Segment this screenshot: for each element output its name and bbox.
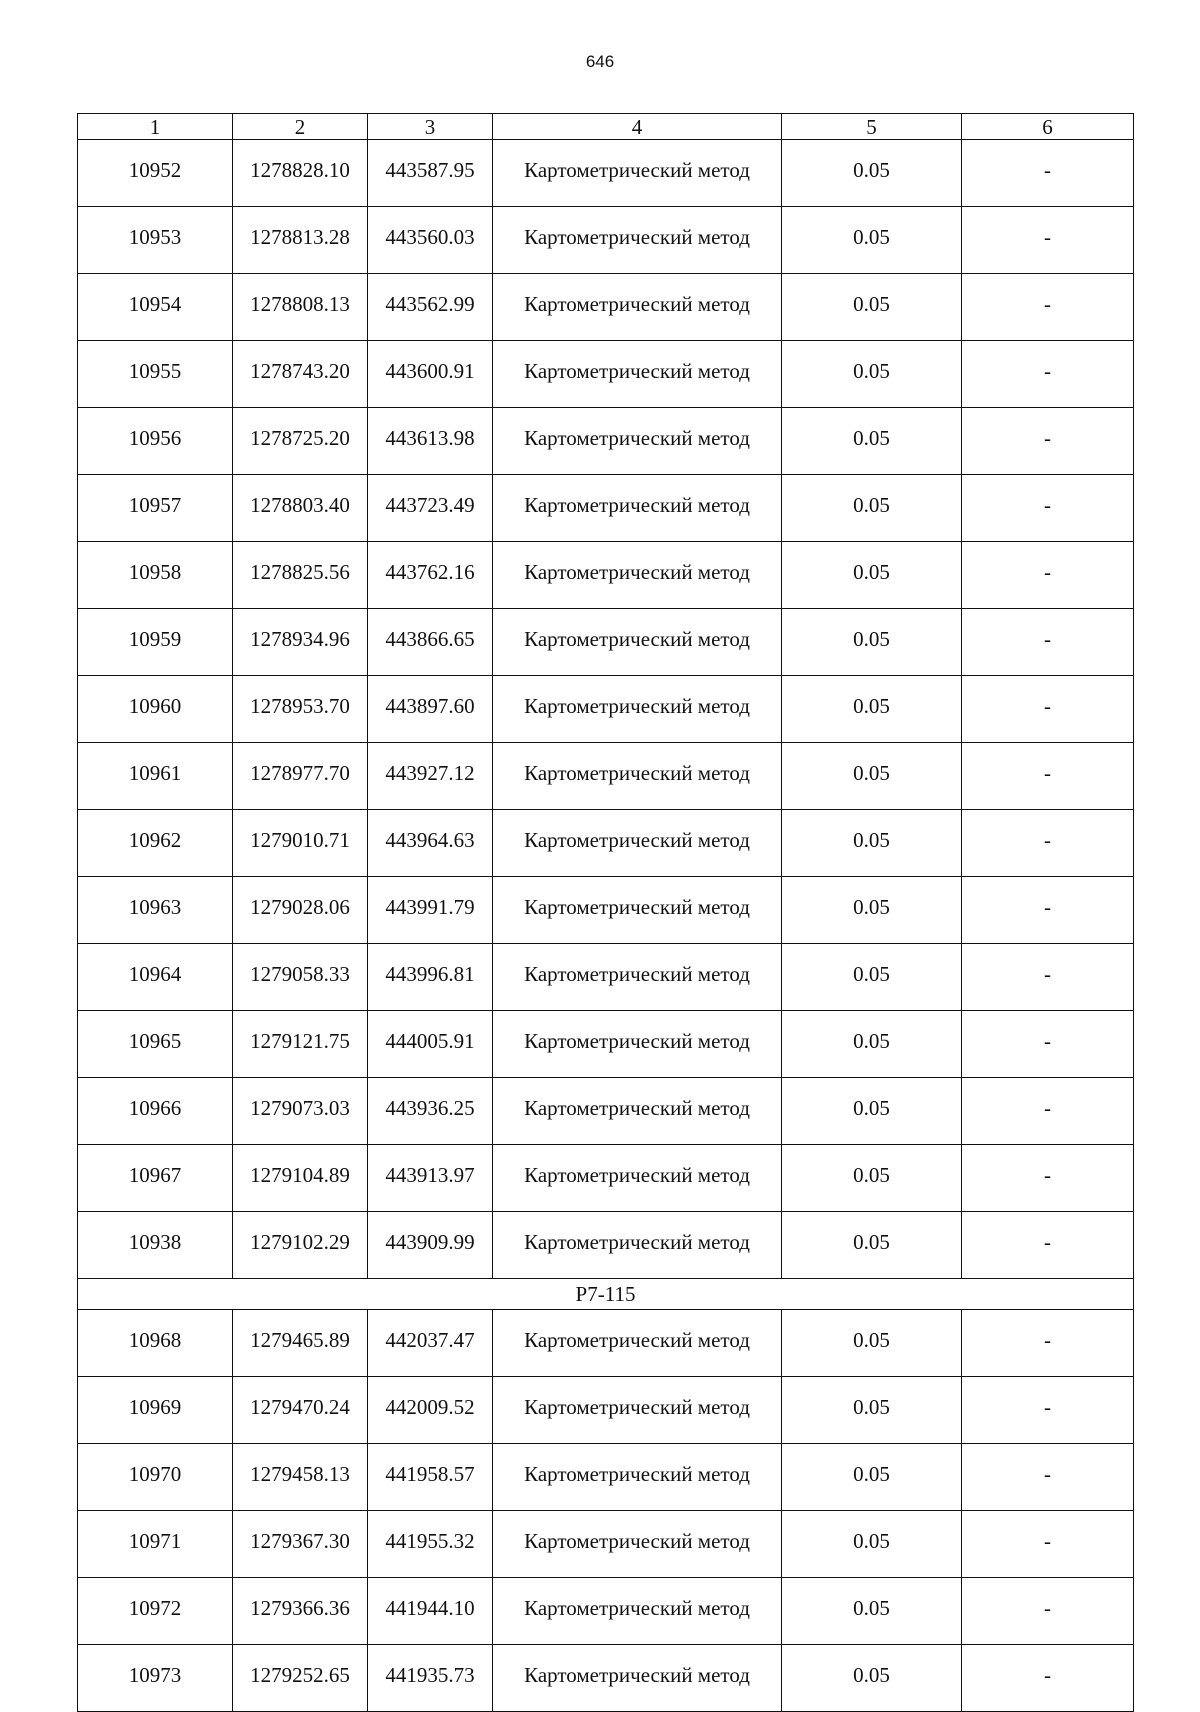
method-cell: Картометрический метод	[493, 676, 782, 743]
accuracy-cell: 0.05	[782, 475, 962, 542]
point-number-cell: 10971	[78, 1511, 233, 1578]
table-row	[78, 877, 1134, 944]
note-cell: -	[962, 609, 1134, 676]
x-coordinate-cell: 1279470.24	[233, 1377, 368, 1444]
method-cell: Картометрический метод	[493, 408, 782, 475]
y-coordinate-cell: 441958.57	[368, 1444, 493, 1511]
column-header: 3	[368, 114, 493, 140]
method-cell: Картометрический метод	[493, 743, 782, 810]
table-row	[78, 810, 1134, 877]
x-coordinate-cell: 1279367.30	[233, 1511, 368, 1578]
table-row	[78, 743, 1134, 810]
table-header-row	[78, 114, 1134, 140]
y-coordinate-cell: 443560.03	[368, 207, 493, 274]
note-cell: -	[962, 1444, 1134, 1511]
table-row	[78, 1377, 1134, 1444]
point-number-cell: 10966	[78, 1078, 233, 1145]
y-coordinate-cell: 444005.91	[368, 1011, 493, 1078]
note-cell: -	[962, 1310, 1134, 1377]
method-cell: Картометрический метод	[493, 1145, 782, 1212]
point-number-cell: 10972	[78, 1578, 233, 1645]
x-coordinate-cell: 1278953.70	[233, 676, 368, 743]
x-coordinate-cell: 1278977.70	[233, 743, 368, 810]
y-coordinate-cell: 442037.47	[368, 1310, 493, 1377]
note-cell: -	[962, 341, 1134, 408]
method-cell: Картометрический метод	[493, 1310, 782, 1377]
accuracy-cell: 0.05	[782, 542, 962, 609]
point-number-cell: 10961	[78, 743, 233, 810]
y-coordinate-cell: 441955.32	[368, 1511, 493, 1578]
x-coordinate-cell: 1278803.40	[233, 475, 368, 542]
x-coordinate-cell: 1279102.29	[233, 1212, 368, 1279]
accuracy-cell: 0.05	[782, 1511, 962, 1578]
table-row	[78, 1078, 1134, 1145]
table-row	[78, 1011, 1134, 1078]
accuracy-cell: 0.05	[782, 1645, 962, 1712]
x-coordinate-cell: 1279010.71	[233, 810, 368, 877]
note-cell: -	[962, 408, 1134, 475]
accuracy-cell: 0.05	[782, 743, 962, 810]
note-cell: -	[962, 1645, 1134, 1712]
column-header: 4	[493, 114, 782, 140]
accuracy-cell: 0.05	[782, 1377, 962, 1444]
y-coordinate-cell: 443991.79	[368, 877, 493, 944]
method-cell: Картометрический метод	[493, 1578, 782, 1645]
table-row	[78, 676, 1134, 743]
y-coordinate-cell: 443613.98	[368, 408, 493, 475]
method-cell: Картометрический метод	[493, 140, 782, 207]
point-number-cell: 10963	[78, 877, 233, 944]
accuracy-cell: 0.05	[782, 1444, 962, 1511]
y-coordinate-cell: 443600.91	[368, 341, 493, 408]
column-header: 1	[78, 114, 233, 140]
x-coordinate-cell: 1279366.36	[233, 1578, 368, 1645]
table-row	[78, 475, 1134, 542]
y-coordinate-cell: 442009.52	[368, 1377, 493, 1444]
accuracy-cell: 0.05	[782, 1212, 962, 1279]
y-coordinate-cell: 443996.81	[368, 944, 493, 1011]
y-coordinate-cell: 443897.60	[368, 676, 493, 743]
accuracy-cell: 0.05	[782, 609, 962, 676]
table-row	[78, 207, 1134, 274]
point-number-cell: 10970	[78, 1444, 233, 1511]
note-cell: -	[962, 207, 1134, 274]
method-cell: Картометрический метод	[493, 274, 782, 341]
x-coordinate-cell: 1278725.20	[233, 408, 368, 475]
method-cell: Картометрический метод	[493, 207, 782, 274]
note-cell: -	[962, 1212, 1134, 1279]
accuracy-cell: 0.05	[782, 676, 962, 743]
table-row	[78, 274, 1134, 341]
point-number-cell: 10956	[78, 408, 233, 475]
point-number-cell: 10967	[78, 1145, 233, 1212]
y-coordinate-cell: 443562.99	[368, 274, 493, 341]
note-cell: -	[962, 1078, 1134, 1145]
note-cell: -	[962, 676, 1134, 743]
table-row	[78, 1444, 1134, 1511]
accuracy-cell: 0.05	[782, 1310, 962, 1377]
x-coordinate-cell: 1279121.75	[233, 1011, 368, 1078]
y-coordinate-cell: 441944.10	[368, 1578, 493, 1645]
note-cell: -	[962, 810, 1134, 877]
note-cell: -	[962, 1011, 1134, 1078]
point-number-cell: 10969	[78, 1377, 233, 1444]
table-row	[78, 542, 1134, 609]
method-cell: Картометрический метод	[493, 944, 782, 1011]
point-number-cell: 10938	[78, 1212, 233, 1279]
note-cell: -	[962, 1145, 1134, 1212]
point-number-cell: 10955	[78, 341, 233, 408]
table-row	[78, 944, 1134, 1011]
table-row	[78, 341, 1134, 408]
y-coordinate-cell: 441935.73	[368, 1645, 493, 1712]
point-number-cell: 10958	[78, 542, 233, 609]
y-coordinate-cell: 443866.65	[368, 609, 493, 676]
note-cell: -	[962, 1511, 1134, 1578]
x-coordinate-cell: 1278825.56	[233, 542, 368, 609]
point-number-cell: 10957	[78, 475, 233, 542]
y-coordinate-cell: 443936.25	[368, 1078, 493, 1145]
method-cell: Картометрический метод	[493, 810, 782, 877]
method-cell: Картометрический метод	[493, 1511, 782, 1578]
x-coordinate-cell: 1278808.13	[233, 274, 368, 341]
accuracy-cell: 0.05	[782, 341, 962, 408]
table-row	[78, 1310, 1134, 1377]
point-number-cell: 10968	[78, 1310, 233, 1377]
y-coordinate-cell: 443913.97	[368, 1145, 493, 1212]
accuracy-cell: 0.05	[782, 207, 962, 274]
method-cell: Картометрический метод	[493, 1011, 782, 1078]
column-header: 6	[962, 114, 1134, 140]
section-label: P7-115	[78, 1279, 1134, 1310]
point-number-cell: 10973	[78, 1645, 233, 1712]
method-cell: Картометрический метод	[493, 1444, 782, 1511]
accuracy-cell: 0.05	[782, 810, 962, 877]
accuracy-cell: 0.05	[782, 944, 962, 1011]
x-coordinate-cell: 1278934.96	[233, 609, 368, 676]
accuracy-cell: 0.05	[782, 1145, 962, 1212]
point-number-cell: 10953	[78, 207, 233, 274]
y-coordinate-cell: 443909.99	[368, 1212, 493, 1279]
note-cell: -	[962, 140, 1134, 207]
point-number-cell: 10964	[78, 944, 233, 1011]
x-coordinate-cell: 1278813.28	[233, 207, 368, 274]
note-cell: -	[962, 274, 1134, 341]
point-number-cell: 10954	[78, 274, 233, 341]
table-body	[78, 140, 1134, 1712]
method-cell: Картометрический метод	[493, 475, 782, 542]
method-cell: Картометрический метод	[493, 1212, 782, 1279]
note-cell: -	[962, 1578, 1134, 1645]
method-cell: Картометрический метод	[493, 341, 782, 408]
method-cell: Картометрический метод	[493, 877, 782, 944]
note-cell: -	[962, 944, 1134, 1011]
accuracy-cell: 0.05	[782, 140, 962, 207]
y-coordinate-cell: 443964.63	[368, 810, 493, 877]
x-coordinate-cell: 1279465.89	[233, 1310, 368, 1377]
note-cell: -	[962, 877, 1134, 944]
accuracy-cell: 0.05	[782, 408, 962, 475]
point-number-cell: 10965	[78, 1011, 233, 1078]
table-row	[78, 1511, 1134, 1578]
x-coordinate-cell: 1279104.89	[233, 1145, 368, 1212]
accuracy-cell: 0.05	[782, 1011, 962, 1078]
y-coordinate-cell: 443587.95	[368, 140, 493, 207]
x-coordinate-cell: 1278743.20	[233, 341, 368, 408]
y-coordinate-cell: 443723.49	[368, 475, 493, 542]
x-coordinate-cell: 1278828.10	[233, 140, 368, 207]
page-number: 646	[585, 52, 615, 71]
coordinates-table	[77, 113, 1134, 1712]
accuracy-cell: 0.05	[782, 1578, 962, 1645]
column-header: 2	[233, 114, 368, 140]
table-row	[78, 1212, 1134, 1279]
x-coordinate-cell: 1279458.13	[233, 1444, 368, 1511]
method-cell: Картометрический метод	[493, 1377, 782, 1444]
accuracy-cell: 0.05	[782, 274, 962, 341]
point-number-cell: 10960	[78, 676, 233, 743]
note-cell: -	[962, 542, 1134, 609]
x-coordinate-cell: 1279252.65	[233, 1645, 368, 1712]
point-number-cell: 10962	[78, 810, 233, 877]
method-cell: Картометрический метод	[493, 1078, 782, 1145]
note-cell: -	[962, 1377, 1134, 1444]
table-row	[78, 1145, 1134, 1212]
table-row	[78, 408, 1134, 475]
note-cell: -	[962, 743, 1134, 810]
x-coordinate-cell: 1279028.06	[233, 877, 368, 944]
method-cell: Картометрический метод	[493, 609, 782, 676]
y-coordinate-cell: 443927.12	[368, 743, 493, 810]
table-row	[78, 1578, 1134, 1645]
method-cell: Картометрический метод	[493, 542, 782, 609]
point-number-cell: 10952	[78, 140, 233, 207]
table-row	[78, 1645, 1134, 1712]
table-row	[78, 140, 1134, 207]
y-coordinate-cell: 443762.16	[368, 542, 493, 609]
accuracy-cell: 0.05	[782, 877, 962, 944]
point-number-cell: 10959	[78, 609, 233, 676]
method-cell: Картометрический метод	[493, 1645, 782, 1712]
column-header: 5	[782, 114, 962, 140]
x-coordinate-cell: 1279058.33	[233, 944, 368, 1011]
section-row	[78, 1279, 1134, 1310]
note-cell: -	[962, 475, 1134, 542]
x-coordinate-cell: 1279073.03	[233, 1078, 368, 1145]
accuracy-cell: 0.05	[782, 1078, 962, 1145]
table-row	[78, 609, 1134, 676]
